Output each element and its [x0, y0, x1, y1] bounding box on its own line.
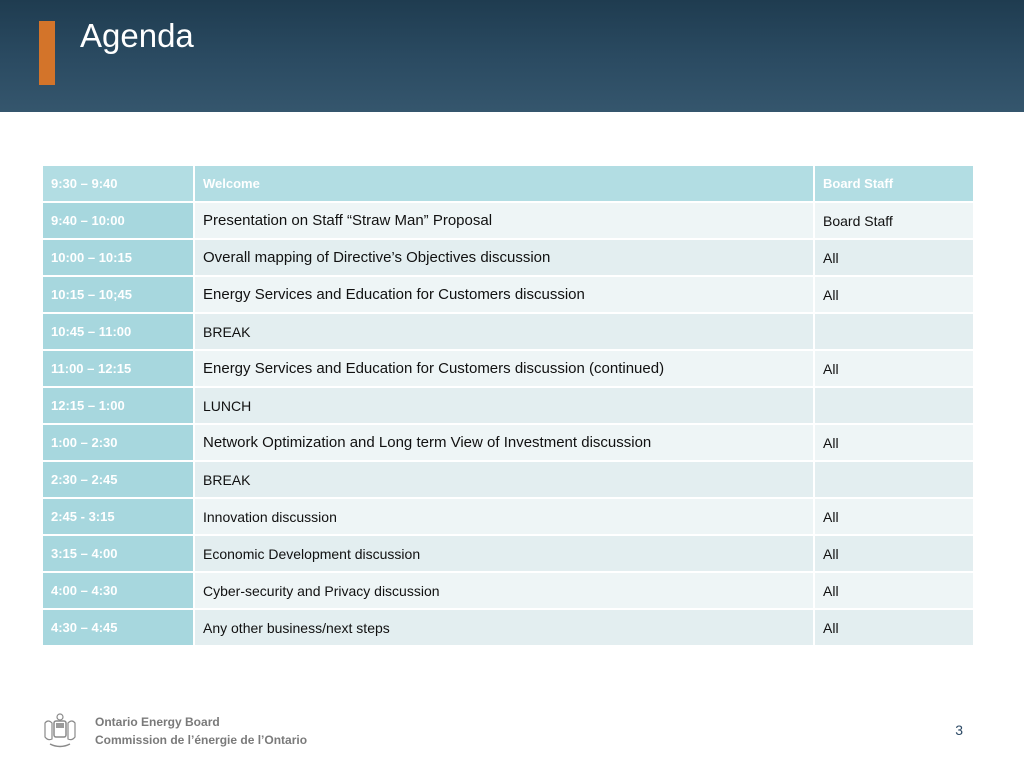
agenda-presenter	[815, 462, 973, 497]
agenda-topic: Energy Services and Education for Customers discussion	[195, 277, 815, 312]
agenda-row	[43, 573, 973, 608]
agenda-time: 4:00 – 4:30	[43, 573, 195, 608]
agenda-time: 4:30 – 4:45	[43, 610, 195, 645]
agenda-presenter: All	[815, 240, 973, 275]
organization-name	[95, 713, 307, 749]
agenda-row	[43, 240, 973, 275]
agenda-topic: Economic Development discussion	[195, 536, 815, 571]
agenda-presenter: All	[815, 425, 973, 460]
agenda-topic: Energy Services and Education for Customers discussion (continued)	[195, 351, 815, 386]
page-number: 3	[955, 722, 963, 738]
agenda-presenter: All	[815, 573, 973, 608]
agenda-presenter: Board Staff	[815, 203, 973, 238]
agenda-header-row	[43, 166, 973, 201]
agenda-row	[43, 536, 973, 571]
agenda-row	[43, 203, 973, 238]
agenda-time: 10:45 – 11:00	[43, 314, 195, 349]
agenda-topic: Innovation discussion	[195, 499, 815, 534]
agenda-presenter: All	[815, 610, 973, 645]
agenda-topic: LUNCH	[195, 388, 815, 423]
org-name-english: Ontario Energy Board	[95, 715, 220, 729]
agenda-row	[43, 277, 973, 312]
agenda-presenter	[815, 314, 973, 349]
header-time: 9:30 – 9:40	[43, 166, 195, 201]
ontario-coat-of-arms-icon	[42, 711, 78, 751]
agenda-row	[43, 351, 973, 386]
agenda-time: 12:15 – 1:00	[43, 388, 195, 423]
agenda-row	[43, 388, 973, 423]
header-topic: Welcome	[195, 166, 815, 201]
agenda-topic: Any other business/next steps	[195, 610, 815, 645]
title-accent-bar	[39, 21, 55, 85]
agenda-time: 10:15 – 10;45	[43, 277, 195, 312]
agenda-row	[43, 610, 973, 645]
slide-header	[0, 0, 1024, 112]
agenda-topic: Overall mapping of Directive’s Objectives discussion	[195, 240, 815, 275]
agenda-presenter: All	[815, 351, 973, 386]
agenda-presenter: All	[815, 499, 973, 534]
agenda-row	[43, 314, 973, 349]
agenda-topic: Network Optimization and Long term View of Investment discussion	[195, 425, 815, 460]
agenda-topic: BREAK	[195, 462, 815, 497]
slide-title: Agenda	[80, 17, 194, 54]
agenda-presenter	[815, 388, 973, 423]
agenda-time: 9:40 – 10:00	[43, 203, 195, 238]
agenda-time: 2:45 - 3:15	[43, 499, 195, 534]
agenda-topic: Cyber-security and Privacy discussion	[195, 573, 815, 608]
agenda-time: 1:00 – 2:30	[43, 425, 195, 460]
agenda-table	[43, 164, 973, 647]
agenda-topic: BREAK	[195, 314, 815, 349]
agenda-row	[43, 425, 973, 460]
agenda-row	[43, 462, 973, 497]
agenda-time: 2:30 – 2:45	[43, 462, 195, 497]
agenda-presenter: All	[815, 277, 973, 312]
agenda-time: 10:00 – 10:15	[43, 240, 195, 275]
agenda-row	[43, 499, 973, 534]
agenda-presenter: All	[815, 536, 973, 571]
agenda-time: 11:00 – 12:15	[43, 351, 195, 386]
header-who: Board Staff	[815, 166, 973, 201]
org-name-french: Commission de l’énergie de l’Ontario	[95, 733, 308, 747]
agenda-time: 3:15 – 4:00	[43, 536, 195, 571]
agenda-topic: Presentation on Staff “Straw Man” Proposal	[195, 203, 815, 238]
